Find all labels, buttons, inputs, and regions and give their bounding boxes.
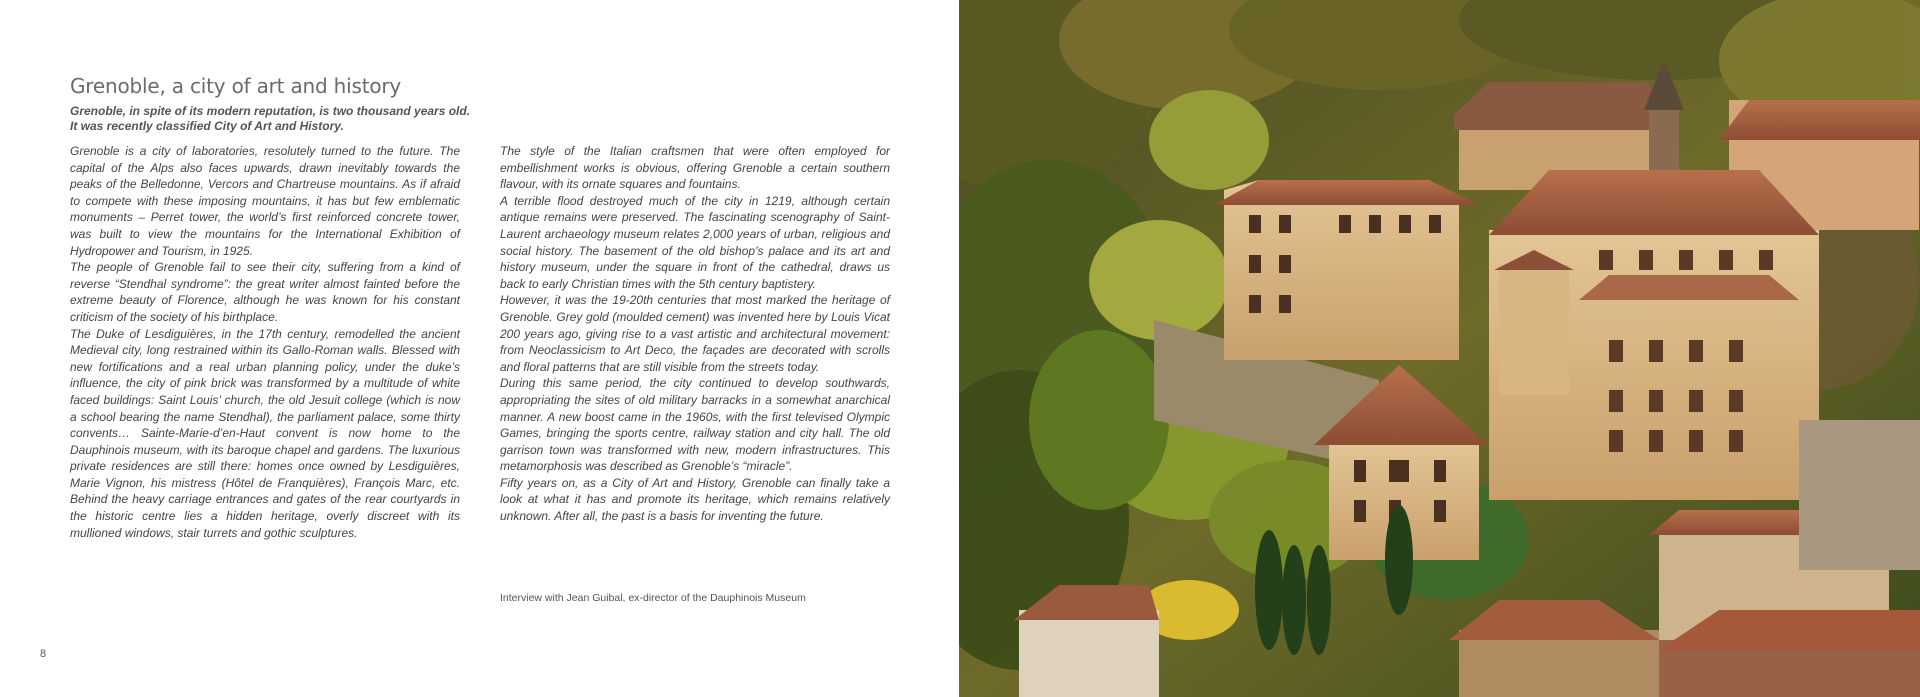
paragraph: Grenoble is a city of laboratories, resolutely turned to the future. The capital of the Alps also faces upwards, drawn inevitably towards the peaks of the Belledonne, Vercors and Chartreuse mountains. As if afraid to compete with these imposing mountains, it has but few emblematic monuments – Perret tower, the world’s first reinforced concrete tower, was built to view the mountains for the International Exhibition of Hydropower and Tourism, in 1925. xyxy=(70,144,460,258)
paragraph: The Duke of Lesdiguières, in the 17th century, remodelled the ancient Medieval city, long restrained within its Gallo-Roman walls. Blessed with new fortifications and a real urban planning policy, under the duke’s influence, the city of pink brick was transformed by a multitude of white faced buildings: Saint Louis’ church, the old Jesuit college (which is now a school bearing the name Stendhal), the parliament palace, some thirty convents… Sainte-Marie-d’en-Haut convent is now home to the Dauphinois museum, with its baroque chapel and gardens. The luxurious private residences are still there: homes once owned by Lesdiguières, Marie Vignon, his mistress (Hôtel de Franquières), François Marc, etc. Behind the heavy carriage entrances and gates of the rear courtyards in the historic centre lies a hidden heritage, overly discreet with its mullioned windows, stair turrets and gothic sculptures. xyxy=(70,326,460,540)
subtitle-line: Grenoble, in spite of its modern reputation, is two thousand years old. xyxy=(70,104,471,118)
page-subtitle xyxy=(70,104,490,134)
paragraph: The people of Grenoble fail to see their city, suffering from a kind of reverse “Stendhal syndrome”: the great writer almost fainted before the extreme beauty of Florence, although he was known for his constant criticism of the society of his birthplace. xyxy=(70,260,460,324)
text-column-left xyxy=(70,143,460,541)
paragraph: Fifty years on, as a City of Art and History, Grenoble can finally take a look at what it has and promote its heritage, which remains relatively unknown. After all, the past is a basis for inventing the future. xyxy=(500,475,890,524)
paragraph: The style of the Italian craftsmen that were often employed for embellishment works is obvious, offering Grenoble a certain southern flavour, with its ornate squares and fountains. xyxy=(500,144,890,192)
subtitle-line: It was recently classified City of Art and History. xyxy=(70,119,344,133)
building-left xyxy=(1214,180,1479,360)
interview-credit: Interview with Jean Guibal, ex-director of the Dauphinois Museum xyxy=(500,592,806,604)
paragraph: A terrible flood destroyed much of the city in 1219, although certain antique remains were preserved. The fascinating scenography of Saint-Laurent archaeology museum relates 2,000 years of urban, religious and social history. The basement of the old bishop’s palace and its art and history museum, under the square in front of the cathedral, draws us back to early Christian times with the 5th century baptistery. xyxy=(500,193,890,291)
left-page xyxy=(0,0,958,697)
text-column-right xyxy=(500,143,890,525)
page-number: 8 xyxy=(40,648,47,660)
paragraph: During this same period, the city continued to develop southwards, appropriating the sites of old military barracks in a somewhat anarchical manner. A new boost came in the 1960s, with the first televised Olympic Games, bringing the sports centre, railway station and city hall. The old garrison town was transformed with new, modern infrastructures. This metamorphosis was described as Grenoble’s “miracle”. xyxy=(500,376,890,474)
paragraph: However, it was the 19-20th centuries that most marked the heritage of Grenoble. Grey gold (moulded cement) was invented here by Louis Vicat 200 years ago, giving rise to a vast artistic and architectural movement: from Neoclassicism to Art Deco, the façades are decorated with scrolls and floral patterns that are still visible from the streets today. xyxy=(500,293,890,374)
building-center xyxy=(1489,170,1819,500)
page-title: Grenoble, a city of art and history xyxy=(70,74,402,98)
grenoble-hillside-photo xyxy=(959,0,1920,697)
